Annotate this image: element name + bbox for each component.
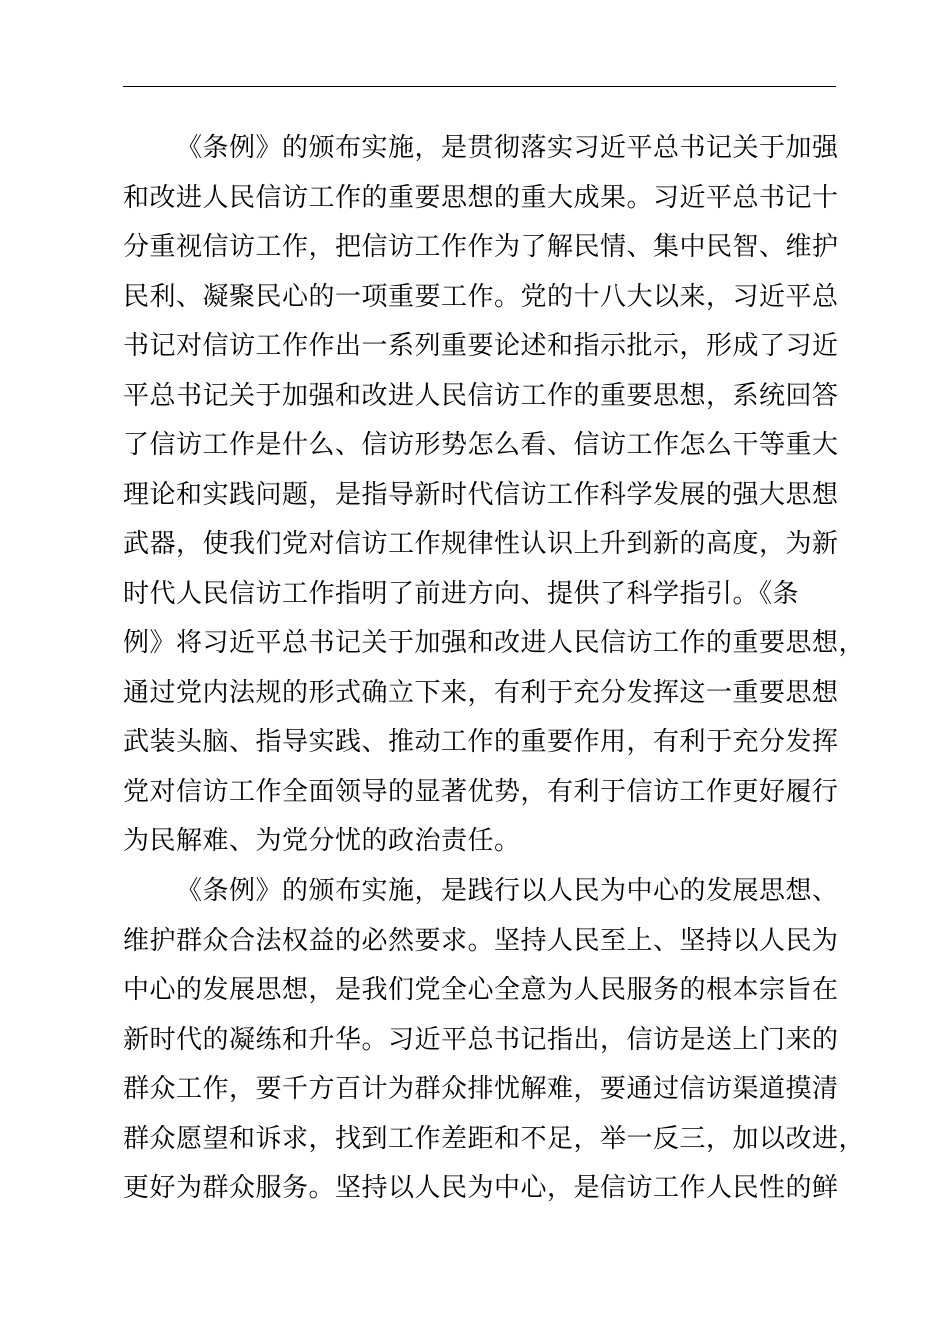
paragraph-line: 《条例》的颁布实施，是践行以人民为中心的发展思想、 <box>176 876 839 906</box>
paragraph-line: 武器，使我们党对信访工作规律性认识上升到新的高度，为新 <box>123 529 839 559</box>
paragraph-line: 时代人民信访工作指明了前进方向、提供了科学指引。《条 <box>123 578 800 609</box>
paragraph-line: 新时代的凝练和升华。习近平总书记指出，信访是送上门来的 <box>123 1024 839 1055</box>
paragraph-line: 了信访工作是什么、信访形势怎么看、信访工作怎么干等重大 <box>123 430 839 460</box>
paragraph-1 <box>123 124 868 867</box>
paragraph-line: 平总书记关于加强和改进人民信访工作的重要思想，系统回答 <box>123 380 839 411</box>
paragraph-line: 群众愿望和诉求，找到工作差距和不足，举一反三，加以改进， <box>123 1123 866 1154</box>
paragraph-line: 民利、凝聚民心的一项重要工作。党的十八大以来，习近平总 <box>123 281 839 312</box>
paragraph-line: 《条例》的颁布实施，是贯彻落实习近平总书记关于加强 <box>176 133 839 163</box>
paragraph-line: 为民解难、为党分忧的政治责任。 <box>123 826 521 856</box>
paragraph-line: 理论和实践问题，是指导新时代信访工作科学发展的强大思想 <box>123 479 839 510</box>
paragraph-line: 和改进人民信访工作的重要思想的重大成果。习近平总书记十 <box>123 182 839 213</box>
paragraph-line: 党对信访工作全面领导的显著优势，有利于信访工作更好履行 <box>123 776 839 807</box>
paragraph-line: 群众工作，要千方百计为群众排忧解难，要通过信访渠道摸清 <box>123 1074 839 1104</box>
paragraph-line: 通过党内法规的形式确立下来，有利于充分发挥这一重要思想 <box>123 677 839 708</box>
paragraph-line: 书记对信访工作作出一系列重要论述和指示批示，形成了习近 <box>123 331 839 361</box>
paragraph-line: 分重视信访工作，把信访工作作为了解民情、集中民智、维护 <box>123 232 839 262</box>
header-rule <box>123 86 836 87</box>
paragraph-line: 中心的发展思想，是我们党全心全意为人民服务的根本宗旨在 <box>123 975 839 1005</box>
paragraph-line: 更好为群众服务。坚持以人民为中心，是信访工作人民性的鲜 <box>123 1173 839 1203</box>
paragraph-line: 维护群众合法权益的必然要求。坚持人民至上、坚持以人民为 <box>123 925 839 956</box>
paragraph-line: 例》将习近平总书记关于加强和改进人民信访工作的重要思想， <box>123 628 866 658</box>
paragraph-2 <box>123 867 868 1214</box>
paragraph-line: 武装头脑、指导实践、推动工作的重要作用，有利于充分发挥 <box>123 727 839 757</box>
